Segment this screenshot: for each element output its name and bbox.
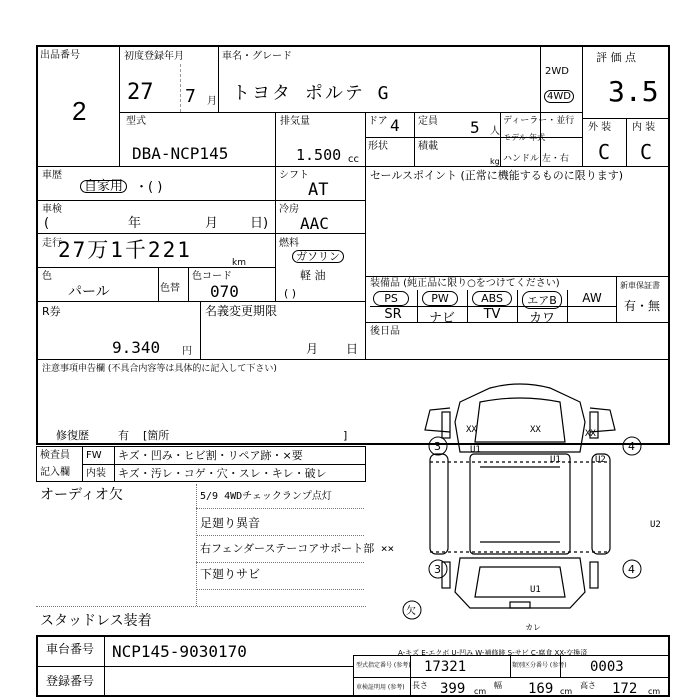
equip-navi: ナビ [428, 311, 455, 326]
class-label: 類別区分番号 (参考) [512, 662, 567, 669]
class-value: 0003 [590, 659, 624, 675]
warranty-label: 新車保証書 [620, 281, 660, 290]
remark-fender: 右フェンダーステーコアサポート部 ×× [200, 542, 395, 555]
mark-u1-1: U1 [470, 445, 481, 455]
equip-tv: TV [483, 307, 501, 322]
type-no-label: 型式指定番号 (参考) [356, 662, 411, 669]
mark-u2-1: U2 [595, 455, 606, 465]
first-reg-label: 初度登録年月 [124, 51, 184, 62]
notice-day: 日 [346, 342, 359, 356]
mark-u1-3: U1 [530, 585, 541, 595]
interior-grade: C [640, 140, 653, 164]
mark-3-front: 3 [434, 440, 441, 453]
mark-kare: カレ [525, 623, 541, 630]
mark-xx-2: XX [530, 425, 541, 435]
chassis-label: 車台番号 [46, 642, 95, 656]
first-reg-year: 27 [127, 80, 154, 105]
exterior-grade: C [598, 140, 611, 164]
car-diagram [370, 362, 670, 630]
mark-u1-2: U1 [550, 455, 561, 465]
model-label: 型式 [126, 116, 146, 127]
width-label: 幅 [494, 681, 502, 690]
remark-audio: オーディオ欠 [40, 487, 123, 503]
equip-leather: カワ [528, 311, 555, 326]
grade-value: 3.5 [608, 75, 659, 108]
shape-label: 形状 [368, 141, 388, 152]
repair-location: [箇所 [143, 429, 170, 442]
model-year-label: モデル 年式 [503, 133, 546, 142]
remark-4wd-lamp: 5/9 4WDチェックランプ点灯 [200, 491, 332, 502]
height-unit: cm [648, 687, 661, 696]
r-ticket-unit: 円 [182, 346, 192, 357]
displacement-label: 排気量 [280, 116, 310, 127]
warranty-value: 有・無 [624, 299, 661, 313]
width-value: 169 [528, 681, 554, 697]
fuel-label: 燃料 [279, 238, 299, 249]
exterior-label: 外 装 [588, 122, 612, 133]
capacity-label: 定員 [418, 116, 438, 127]
equipment-label: 装備品 (純正品に限り○をつけてください) [370, 278, 560, 289]
remark-suspension: 足廻り異音 [200, 516, 261, 530]
length-unit: cm [474, 687, 487, 696]
mark-4-rear: 4 [628, 563, 635, 576]
chassis-number: NCP145-9030170 [112, 642, 247, 661]
dealer-label: ディーラー・並行 [503, 116, 575, 126]
diagram-legend: A-キズ E-エクボ U-凹み W-補修跡 S-サビ C-腐食 XX-交換済 [398, 649, 588, 657]
notice-month: 月 [306, 342, 319, 356]
inspection-label: 車検 [42, 204, 62, 215]
mark-4-front: 4 [628, 440, 635, 453]
inspection-open: ( [44, 216, 50, 231]
registration-label: 登録番号 [46, 674, 95, 688]
inspection-year: 年 [128, 216, 142, 231]
displacement-unit: cc [348, 154, 359, 165]
r-ticket-value: 9.340 [112, 338, 161, 357]
drive-2wd: 2WD [545, 66, 569, 77]
color-label: 色 [42, 271, 52, 282]
month-unit: 月 [207, 96, 217, 107]
repair-history-value: 有 [118, 429, 129, 442]
color-code-label: 色コード [192, 271, 232, 282]
doors-label: ドア [368, 116, 388, 127]
repair-history-label: 修復歴 [56, 429, 89, 442]
equip-ps: PS [373, 291, 409, 306]
handle-label: ハンドル 左・右 [503, 154, 569, 164]
mark-xx-1: XX [466, 425, 477, 435]
inspection-month: 月 [205, 216, 219, 231]
lot-label: 出品番号 [40, 50, 80, 61]
interior-label: 内 装 [632, 122, 656, 133]
equip-sr: SR [384, 307, 402, 322]
fuel-paren: ( ) [284, 287, 297, 300]
model-code: DBA-NCP145 [132, 144, 229, 163]
car-name-grade: トヨタ ポルテ G [232, 83, 391, 104]
notice-label: 名義変更期限 [205, 304, 278, 318]
remark-rust: 下廻りサビ [200, 567, 261, 581]
mark-missing: 欠 [406, 606, 416, 617]
color-value: パール [68, 284, 110, 300]
equip-airbag: エアB [522, 291, 562, 309]
lot-number: 2 [72, 96, 87, 126]
cert-label: 車検証明用 (参考) [356, 684, 405, 691]
rear-seat-label: 後日品 [370, 326, 400, 337]
equip-aw: AW [582, 291, 602, 305]
r-ticket-label: R券 [42, 305, 61, 318]
width-unit: cm [560, 687, 573, 696]
aircon-label: 冷房 [279, 204, 299, 215]
checker-row-2: キズ・汚レ・コゲ・穴・スレ・キレ・破レ [118, 467, 327, 480]
mileage-value: 27万1千221 [58, 238, 192, 262]
capacity-value: 5 [470, 118, 480, 137]
length-label: 長さ [412, 681, 428, 690]
checker-label-2: 記入欄 [40, 467, 70, 478]
history-label: 車歴 [42, 170, 62, 181]
name-grade-label: 車名・グレード [222, 51, 292, 62]
checker-label-1: 検査員 [40, 450, 70, 461]
height-value: 172 [612, 681, 638, 697]
height-label: 高さ [580, 681, 596, 690]
grade-label: 評 価 点 [596, 51, 636, 64]
kg-unit: kg [490, 157, 500, 166]
equip-abs: ABS [472, 291, 512, 306]
checker-interior: 内装 [86, 468, 106, 479]
first-reg-month: 7 [185, 86, 196, 107]
fuel-gasoline: ガソリン [292, 250, 344, 263]
fuel-light-oil: 軽 油 [300, 269, 326, 282]
checker-fw: FW [86, 450, 102, 461]
remark-studless: スタッドレス装着 [40, 613, 152, 629]
notes-label: 注意事項申告欄 (不具合内容等は具体的に記入して下さい) [42, 364, 277, 374]
type-no-value: 17321 [424, 659, 467, 675]
history-paren: ・( ) [135, 180, 163, 195]
history-own-use: 自家用 [80, 180, 127, 193]
mark-3-rear: 3 [434, 563, 441, 576]
capacity-unit: 人 [490, 126, 500, 137]
equip-pw: PW [422, 291, 458, 306]
mark-u2-2: U2 [650, 520, 661, 530]
shift-value: AT [308, 180, 329, 200]
sales-point-label: セールスポイント (正常に機能するものに限ります) [370, 169, 624, 182]
mark-xx-3: XX [585, 429, 596, 439]
inspection-day: 日) [250, 216, 269, 231]
checker-row-1: キズ・凹み・ヒビ割・リペア跡・×要 [118, 449, 303, 462]
color-code-value: 070 [210, 282, 239, 301]
aircon-value: AAC [300, 214, 329, 233]
load-label: 積載 [418, 141, 438, 152]
mileage-unit: km [232, 258, 246, 268]
doors-value: 4 [390, 116, 400, 135]
color-change-label: 色替 [160, 283, 180, 294]
shift-label: シフト [279, 170, 309, 181]
repair-close: ] [343, 429, 348, 442]
displacement-value: 1.500 [296, 146, 342, 164]
length-value: 399 [440, 681, 466, 697]
mileage-label: 走行 [42, 238, 62, 249]
drive-4wd: 4WD [544, 90, 574, 103]
